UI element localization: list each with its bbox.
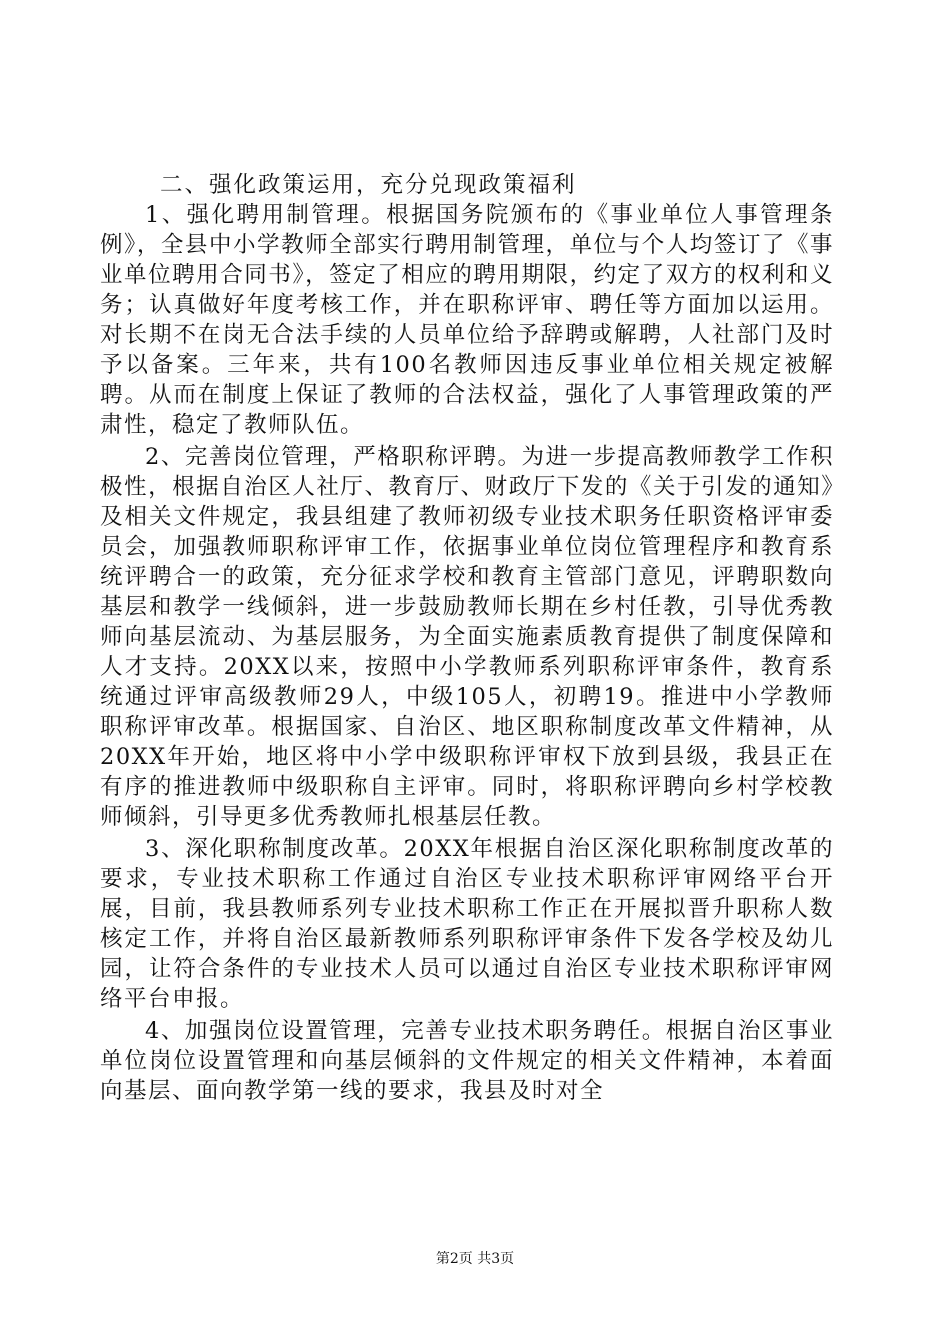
- paragraph-1: 1、强化聘用制管理。根据国务院颁布的《事业单位人事管理条例》，全县中小学教师全部实行聘用制管理，单位与个人均签订了《事业单位聘用合同书》，签定了相应的聘用期限，约定了双方的权利和义务；认真做好年度考核工作，并在职称评审、聘任等方面加以运用。对长期不在岗无合法手续的人员单位给予辞聘或解聘，人社部门及时予以备案。三年来，共有100名教师因违反事业单位相关规定被解聘。从而在制度上保证了教师的合法权益，强化了人事管理政策的严肃性，稳定了教师队伍。: [100, 202, 834, 438]
- page-number-footer: 第2页 共3页: [435, 1251, 515, 1267]
- document-body: [100, 170, 834, 1108]
- paragraph-4: 4、加强岗位设置管理，完善专业技术职务聘任。根据自治区事业单位岗位设置管理和向基层倾斜的文件规定的相关文件精神，本着面向基层、面向教学第一线的要求，我县及时对全: [100, 1018, 834, 1104]
- paragraph-2: 2、完善岗位管理，严格职称评聘。为进一步提高教师教学工作积极性，根据自治区人社厅、教育厅、财政厅下发的《关于引发的通知》及相关文件规定，我县组建了教师初级专业技术职务任职资格评审委员会，加强教师职称评审工作，依据事业单位岗位管理程序和教育系统评聘合一的政策，充分征求学校和教育主管部门意见，评聘职数向基层和教学一线倾斜，进一步鼓励教师长期在乡村任教，引导优秀教师向基层流动、为基层服务，为全面实施素质教育提供了制度保障和人才支持。20XX以来，按照中小学教师系列职称评审条件，教育系统通过评审高级教师29人，中级105人，初聘19。推进中小学教师职称评审改革。根据国家、自治区、地区职称制度改革文件精神，从20XX年开始，地区将中小学中级职称评审权下放到县级，我县正在有序的推进教师中级职称自主评审。同时，将职称评聘向乡村学校教师倾斜，引导更多优秀教师扎根基层任教。: [100, 444, 834, 830]
- section-heading: 二、强化政策运用，充分兑现政策福利: [160, 172, 577, 198]
- paragraph-3: 3、深化职称制度改革。20XX年根据自治区深化职称制度改革的要求，专业技术职称工作通过自治区专业技术职称评审网络平台开展，目前，我县教师系列专业技术职称工作正在开展拟晋升职称人数核定工作，并将自治区最新教师系列职称评审条件下发各学校及幼儿园，让符合条件的专业技术人员可以通过自治区专业技术职称评审网络平台申报。: [100, 836, 834, 1012]
